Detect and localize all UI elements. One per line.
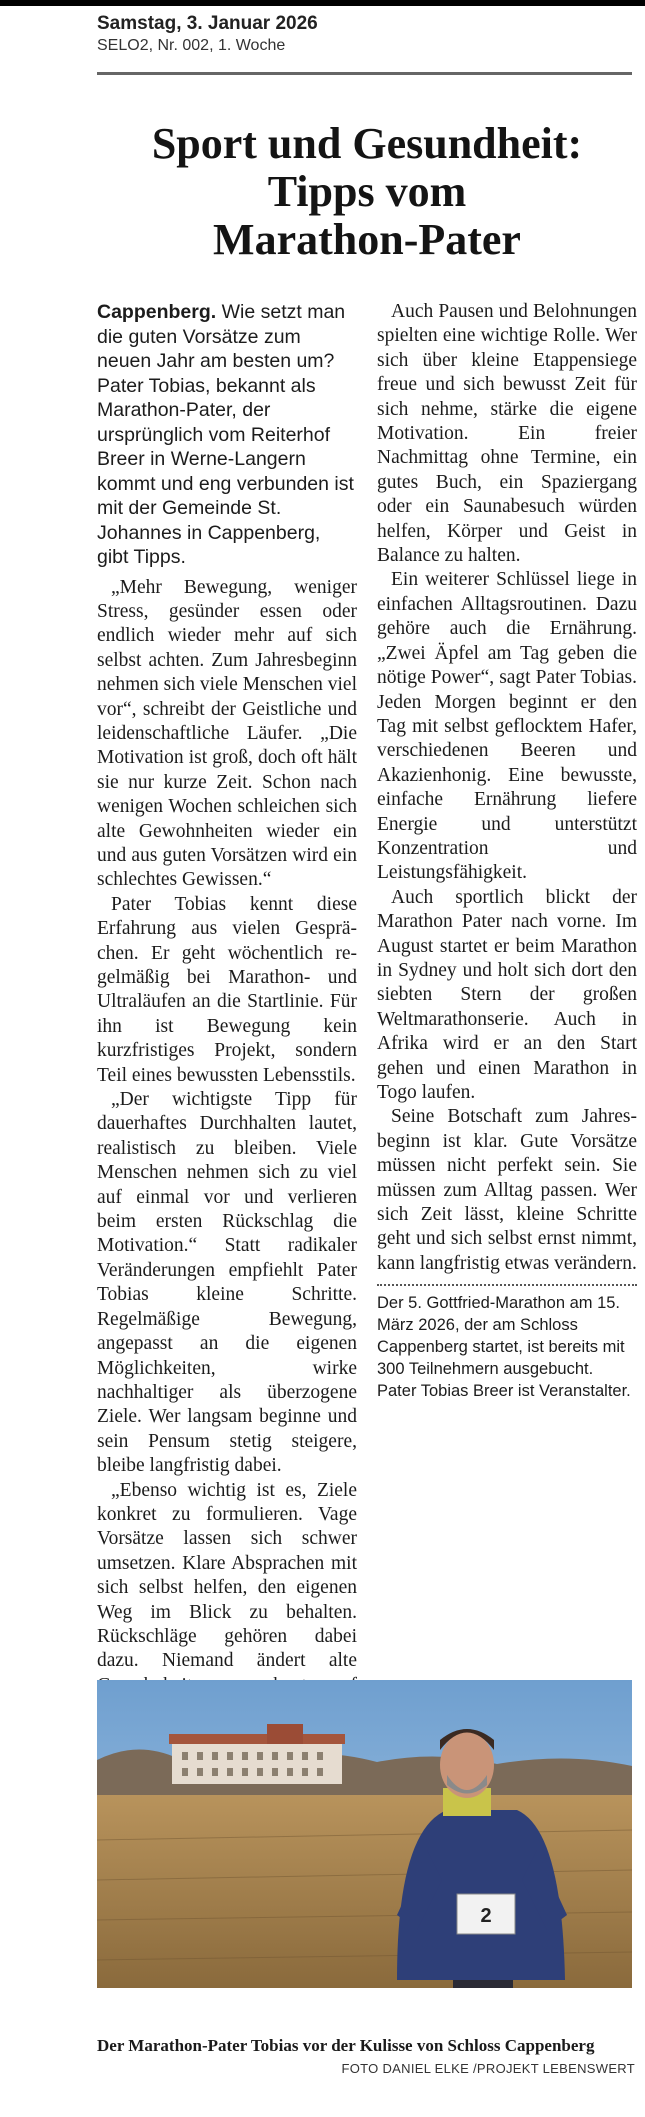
bib-number: 2 bbox=[480, 1905, 492, 1927]
page-header bbox=[97, 12, 637, 56]
article-column-right bbox=[377, 300, 637, 1402]
headline-line-3: Marathon-Pater bbox=[213, 215, 521, 264]
paragraph-1: „Mehr Bewegung, weniger Stress, gesünder essen oder endlich wieder mehr auf sich selbst achten. Zum Jahresbeginn nehmen sich viele Menschen viel vor“, schreibt der Geistliche und leidenschaftliche Läufer. „Die Motivation ist groß, doch oft hält sie nur kurze Zeit. Schon nach wenigen Wochen schleichen sich alte Gewohnheiten wieder ein und aus guten Vorsätzen wird ein schlechtes Gewissen.“ bbox=[97, 576, 357, 891]
issue-number: SELO2, Nr. 002, 1. Woche bbox=[97, 37, 286, 54]
paragraph-6: Ein weiterer Schlüssel liege in einfachen Alltagsroutinen. Dazu gehöre auch die Ernährung. „Zwei Äpfel am Tag geben die nötige Power“, sagt Pater Tobias. Jeden Morgen beginnt er den Tag mit selbst geflocktem Hafer, verschiedenen Beeren und Akazienhonig. Eine bewusste, einfache Ernährung liefere Energie und unterstützt Konzentration und Leistungsfähigkeit. bbox=[377, 569, 637, 884]
header-divider bbox=[97, 72, 632, 75]
article-column-left bbox=[97, 300, 357, 1771]
photo-credit: FOTO DANIEL ELKE /PROJEKT LEBENSWERT bbox=[341, 2061, 635, 2076]
paragraph-5: Auch Pausen und Belohnungen spielten eine wichtige Rolle. Wer sich über kleine Etappensiege freue und sich bewusst Zeit für sich nehme, stärke die eigene Motivation. Ein freier Nachmittag ohne Termine, ein gutes Buch, ein Spaziergang oder ein Saunabesuch würden helfen, Körper und Geist in Balance zu halten. bbox=[377, 301, 637, 567]
headline-line-1: Sport und Gesundheit: bbox=[151, 119, 583, 168]
paragraph-4: „Ebenso wichtig ist es, Ziele konkret zu formulieren. Vage Vorsätze lassen sich schwer umsetzen. Klare Absprachen mit sich selbst helfen, den eigenen Weg im Blick zu behalten. Rückschläge gehören dabei dazu. Niemand ändert alte bbox=[97, 1479, 357, 1672]
article-photo bbox=[97, 1680, 632, 1988]
issue-date: Samstag, 3. Januar 2026 bbox=[97, 13, 318, 34]
photo-caption: Der Marathon-Pater Tobias vor der Kulisse von Schloss Cappenberg bbox=[97, 2036, 595, 2055]
paragraph-3: „Der wichtigste Tipp für dauerhaftes Durchhalten lautet, realistisch zu bleiben. Viele Menschen nehmen sich zu viel auf einmal vor und verlieren beim ersten Rückschlag die Motivation.“ Statt radikaler Veränderungen empfiehlt Pater Tobias kleine Schritte. Regelmäßige Bewegung, angepasst an die eigenen Möglichkeiten, wirke nachhaltiger als überzogene Ziele. Wer langsam beginne und sein Pensum stetig steigere, bleibe langfristig dabei. bbox=[97, 1089, 357, 1477]
headline-line-2: Tipps vom bbox=[267, 167, 467, 216]
paragraph-2: Pater Tobias kennt diese Erfahrung aus vielen Gesprächen. Er geht wöchentlich regelmäßig bei Marathon- und Ultraläufen an die Startlinie. Für ihn ist Bewegung kein kurzfristiges Projekt, sondern Teil eines bewussten Lebensstils. bbox=[97, 893, 357, 1086]
headline bbox=[97, 120, 637, 264]
article-lead bbox=[97, 300, 357, 570]
paragraph-8: Seine Botschaft zum Jahresbeginn ist klar. Gute Vorsätze müssen nicht perfekt sein. Sie müssen zum Alltag passen. Wer sich Zeit lässt, kleine Schritte geht und sich selbst ernst nimmt, kann langfristig etwas verändern. bbox=[377, 1106, 637, 1274]
top-border bbox=[0, 0, 645, 6]
paragraph-7: Auch sportlich blickt der Marathon Pater nach vorne. Im August startet er beim Marathon in Sydney und holt sich dort den siebten Stern der großen Weltmarathonserie. Auch in Afrika wird er an den Start gehen und einen Marathon in Togo laufen. bbox=[377, 886, 637, 1103]
info-box: Der 5. Gottfried-Marathon am 15. März 2026, der am Schloss Cappenberg startet, ist bereits mit 300 Teilnehmern ausgebucht. Pater Tobias Breer ist Veranstalter. bbox=[377, 1294, 631, 1401]
info-divider bbox=[377, 1284, 637, 1286]
dateline: Cappenberg. bbox=[97, 301, 217, 323]
lead-text: Wie setzt man die guten Vorsätze zum neuen Jahr am besten um? Pater Tobias, bekannt als Marathon-Pater, der ursprünglich vom Reiterhof Breer in Werne-Langern kommt und eng verbunden ist mit der Gemeinde St. Johannes in Cappenberg, gibt Tipps. bbox=[97, 301, 354, 568]
